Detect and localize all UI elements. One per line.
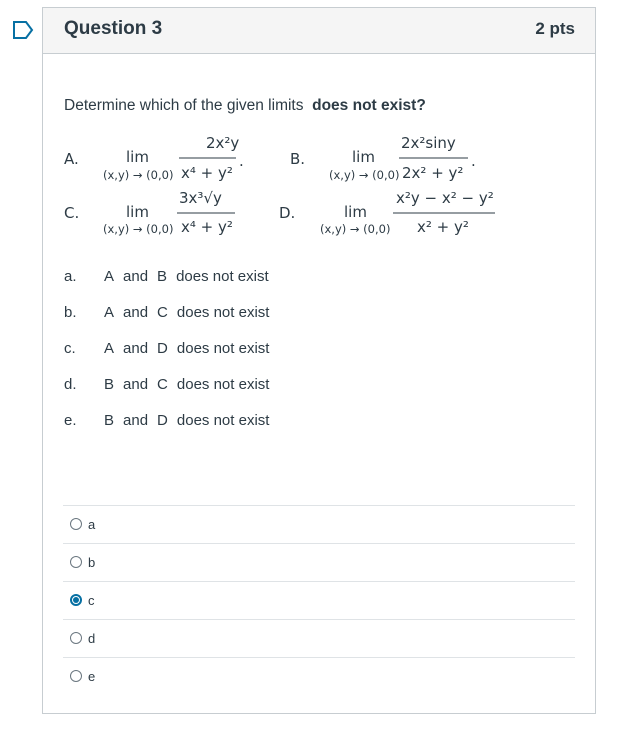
answer-label: c bbox=[88, 593, 95, 608]
flag-question-icon[interactable] bbox=[12, 20, 34, 40]
answer-label: b bbox=[88, 555, 96, 570]
option-a-text: a. A and B does not exist bbox=[64, 268, 269, 285]
answer-option-b[interactable] bbox=[63, 543, 575, 581]
limit-d bbox=[279, 189, 495, 236]
option-c-text: c. A and D does not exist bbox=[64, 340, 270, 357]
question-card bbox=[42, 7, 596, 714]
answer-option-d[interactable] bbox=[63, 619, 575, 657]
limit-c-denominator: x⁴ + y² bbox=[181, 218, 233, 236]
option-b-text: b. A and C does not exist bbox=[64, 304, 270, 321]
limit-c-lim: lim bbox=[126, 203, 149, 221]
answer-option-a[interactable] bbox=[63, 505, 575, 543]
answer-label: e bbox=[88, 669, 96, 684]
limit-a-sub: (x,y) → (0,0) bbox=[103, 168, 174, 182]
question-prompt bbox=[64, 97, 426, 115]
answer-label: d bbox=[88, 631, 96, 646]
limit-d-numerator: x²y − x² − y² bbox=[396, 189, 494, 207]
limit-b-lim: lim bbox=[352, 148, 375, 166]
limit-c-sub: (x,y) → (0,0) bbox=[103, 222, 174, 236]
limit-a-lim: lim bbox=[126, 148, 149, 166]
radio-c[interactable] bbox=[70, 594, 82, 606]
limit-c bbox=[64, 189, 235, 236]
limit-c-letter: C. bbox=[64, 204, 80, 222]
limit-d-sub: (x,y) → (0,0) bbox=[320, 222, 391, 236]
question-points: 2 pts bbox=[535, 19, 575, 38]
svg-text:.: . bbox=[471, 152, 476, 170]
limit-a bbox=[64, 134, 244, 182]
radio-d[interactable] bbox=[70, 632, 82, 644]
option-d-text: d. B and C does not exist bbox=[64, 376, 270, 393]
svg-text:.: . bbox=[239, 152, 244, 170]
answer-label: a bbox=[88, 517, 96, 532]
answer-option-e[interactable] bbox=[63, 657, 575, 695]
answer-list bbox=[63, 505, 575, 695]
radio-b[interactable] bbox=[70, 556, 82, 568]
limit-b-numerator: 2x²siny bbox=[401, 134, 456, 152]
question-header bbox=[43, 8, 595, 54]
limit-d-denominator: x² + y² bbox=[417, 218, 469, 236]
limits-figure bbox=[61, 126, 581, 246]
question-title: Question 3 bbox=[64, 18, 163, 39]
limit-d-letter: D. bbox=[279, 204, 296, 222]
prompt-emphasis: does not exist? bbox=[312, 97, 426, 114]
answer-option-c[interactable] bbox=[63, 581, 575, 619]
limit-d-lim: lim bbox=[344, 203, 367, 221]
option-e-text: e. B and D does not exist bbox=[64, 412, 270, 429]
limit-a-numerator: 2x²y bbox=[206, 134, 240, 152]
prompt-text: Determine which of the given limits bbox=[64, 97, 304, 114]
limit-b-sub: (x,y) → (0,0) bbox=[329, 168, 400, 182]
limit-b bbox=[290, 134, 476, 182]
limit-b-letter: B. bbox=[290, 150, 306, 168]
radio-a[interactable] bbox=[70, 518, 82, 530]
limit-b-denominator: 2x² + y² bbox=[402, 164, 464, 182]
limit-a-denominator: x⁴ + y² bbox=[181, 164, 233, 182]
limit-c-numerator: 3x³√y bbox=[179, 189, 222, 207]
limit-a-letter: A. bbox=[64, 150, 79, 168]
radio-e[interactable] bbox=[70, 670, 82, 682]
